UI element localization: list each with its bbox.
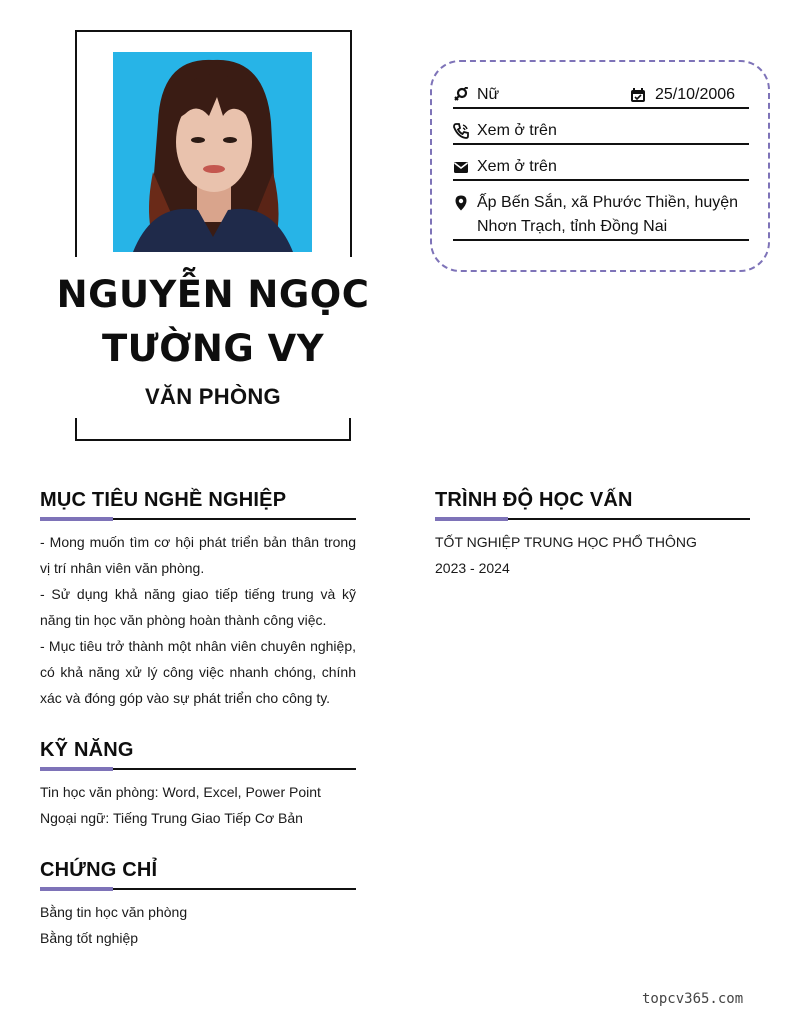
header-frame-bottom [75, 418, 351, 441]
gender-icon [453, 87, 469, 103]
candidate-name-line2: TƯỜNG VY [101, 327, 325, 370]
phone-icon [453, 123, 469, 139]
skill-item: Ngoại ngữ: Tiếng Trung Giao Tiếp Cơ Bản [40, 810, 303, 826]
certificates-body [40, 899, 356, 951]
skill-item: Tin học văn phòng: Word, Excel, Power Point [40, 784, 321, 800]
education-school: TỐT NGHIỆP TRUNG HỌC PHỔ THÔNG [435, 534, 697, 550]
watermark: topcv365.com [642, 991, 744, 1007]
email-value: Xem ở trên [477, 158, 557, 175]
profile-photo [113, 52, 312, 252]
envelope-icon [453, 159, 469, 175]
certificates-rule [40, 888, 356, 890]
certificates-title: CHỨNG CHỈ [40, 859, 158, 881]
location-pin-icon [453, 195, 469, 211]
education-body [435, 529, 750, 581]
gender-value: Nữ [477, 86, 500, 103]
contact-row-address [453, 190, 749, 241]
education-title: TRÌNH ĐỘ HỌC VẤN [435, 489, 633, 511]
contact-row-email [453, 155, 749, 181]
contact-box [430, 60, 770, 272]
candidate-name [40, 268, 386, 376]
skills-title: KỸ NĂNG [40, 739, 134, 761]
education-rule [435, 518, 750, 520]
certificate-item: Bằng tin học văn phòng [40, 904, 188, 920]
objective-line: - Sử dụng khả năng giao tiếp tiếng trung và kỹ năng tin học văn phòng hoàn thành công việc. [40, 586, 356, 628]
address-value: Ấp Bến Sắn, xã Phước Thiền, huyện Nhơn Trạch, tỉnh Đồng Nai [477, 194, 739, 235]
calendar-icon [630, 87, 646, 103]
dob-value: 25/10/2006 [655, 86, 736, 103]
objective-rule [40, 518, 356, 520]
skills-body [40, 779, 356, 831]
education-period: 2023 - 2024 [435, 560, 510, 576]
objective-line: - Mục tiêu trở thành một nhân viên chuyên nghiệp, có khả năng xử lý công việc nhanh chóng, chính xác và đóng góp vào sự phát triển cho công ty. [40, 638, 356, 706]
job-title: VĂN PHÒNG [145, 384, 281, 409]
certificate-item: Bằng tốt nghiệp [40, 930, 139, 946]
objective-title: MỤC TIÊU NGHỀ NGHIỆP [40, 489, 287, 511]
objective-line: - Mong muốn tìm cơ hội phát triển bản thân trong vị trí nhân viên văn phòng. [40, 534, 356, 576]
objective-body [40, 529, 356, 711]
phone-value: Xem ở trên [477, 122, 557, 139]
contact-row-gender-dob [453, 83, 749, 109]
contact-row-phone [453, 119, 749, 145]
candidate-name-line1: NGUYỄN NGỌC [56, 273, 370, 316]
skills-rule [40, 768, 356, 770]
